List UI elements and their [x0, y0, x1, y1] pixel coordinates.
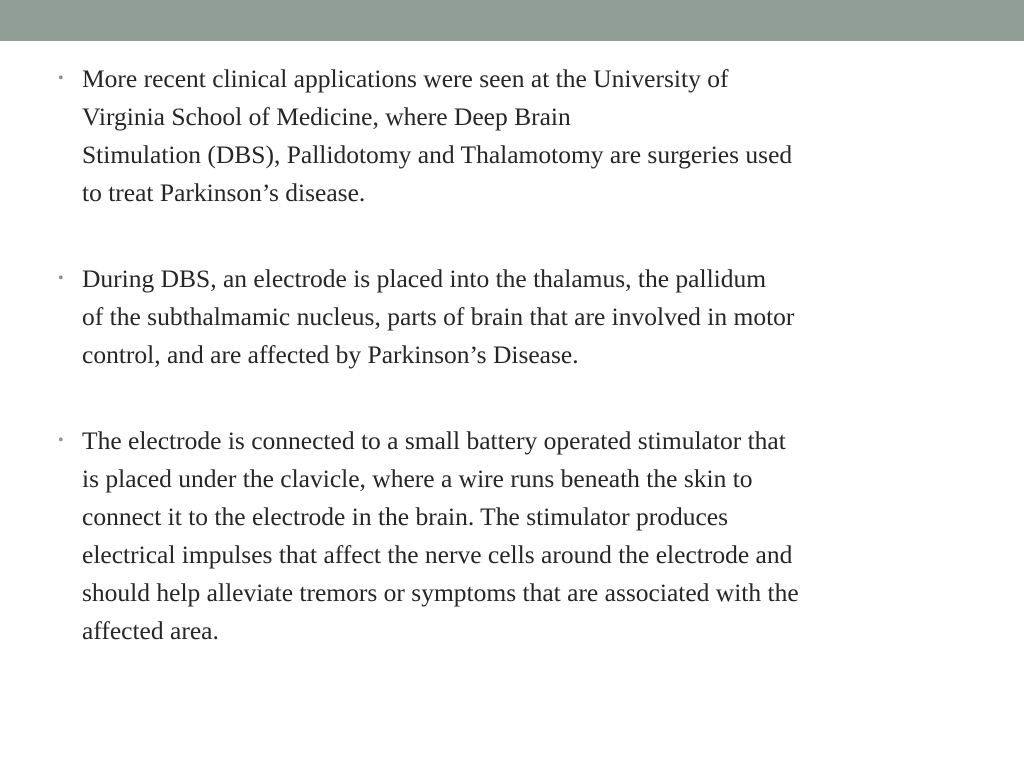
bullet-list	[58, 60, 968, 698]
bullet-marker: •	[58, 270, 64, 287]
bullet-text: The electrode is connected to a small battery operated stimulator that is placed under the clavicle, where a wire runs beneath the skin to connect it to the electrode in the brain. The stimulator produces electrical impulses that affect the nerve cells around the electrode and should help alleviate tremors or symptoms that are associated with the affected area.	[82, 426, 799, 645]
bullet-item	[58, 60, 968, 212]
bullet-item	[58, 422, 968, 650]
bullet-marker: •	[58, 70, 64, 87]
header-bar	[0, 0, 1024, 41]
bullet-text: More recent clinical applications were seen at the University of Virginia School of Medicine, where Deep Brain Stimulation (DBS), Pallidotomy and Thalamotomy are surgeries used to treat Parkinson’s disease.	[82, 64, 793, 207]
bullet-marker: •	[58, 432, 64, 449]
bullet-text: During DBS, an electrode is placed into the thalamus, the pallidum of the subthalmamic nucleus, parts of brain that are involved in motor control, and are affected by Parkinson’s Disease.	[82, 264, 795, 369]
bullet-item	[58, 260, 968, 374]
